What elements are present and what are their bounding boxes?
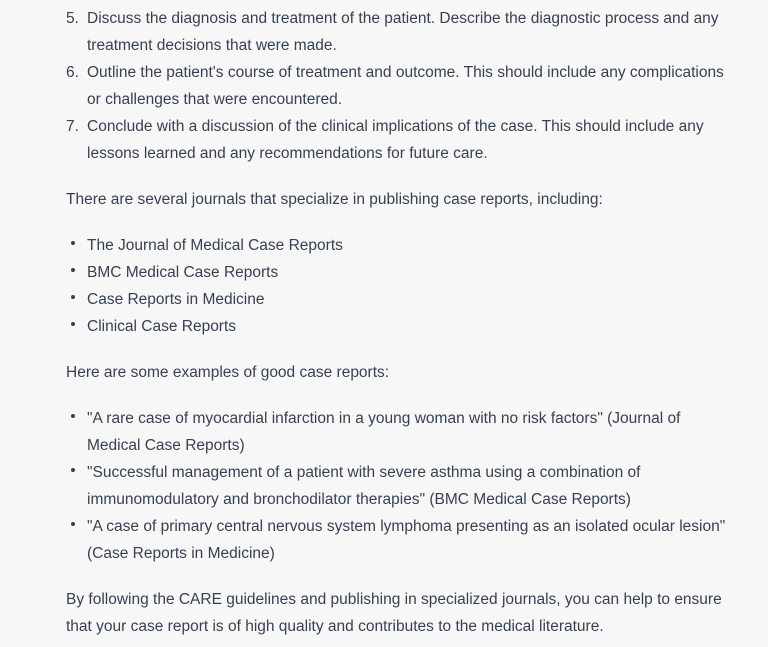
step-number: 6. — [66, 64, 79, 81]
journal-item — [66, 313, 726, 340]
journal-name: Case Reports in Medicine — [87, 291, 265, 308]
journal-name: The Journal of Medical Case Reports — [87, 237, 343, 254]
bullet-icon — [71, 295, 75, 299]
bullet-icon — [71, 268, 75, 272]
bullet-icon — [71, 322, 75, 326]
examples-list — [66, 405, 726, 567]
step-item — [66, 5, 726, 59]
bullet-icon — [71, 241, 75, 245]
journal-name: Clinical Case Reports — [87, 318, 237, 335]
step-text: Conclude with a discussion of the clinical implications of the case. This should include any lessons learned and any recommendations for future care. — [87, 118, 704, 162]
bullet-icon — [71, 468, 75, 472]
journal-name: BMC Medical Case Reports — [87, 264, 279, 281]
journal-item — [66, 259, 726, 286]
journals-list — [66, 232, 726, 340]
bullet-icon — [71, 522, 75, 526]
step-item — [66, 113, 726, 167]
step-number: 7. — [66, 118, 79, 135]
assistant-message — [66, 5, 726, 640]
example-text: "Successful management of a patient with severe asthma using a combination of immunomodulatory and bronchodilator therapies" (BMC Medical Case Reports) — [87, 464, 641, 508]
example-item — [66, 513, 726, 567]
example-item — [66, 459, 726, 513]
example-item — [66, 405, 726, 459]
journal-item — [66, 286, 726, 313]
bullet-icon — [71, 414, 75, 418]
journal-item — [66, 232, 726, 259]
examples-intro: Here are some examples of good case reports: — [66, 364, 390, 381]
step-item — [66, 59, 726, 113]
example-text: "A case of primary central nervous system lymphoma presenting as an isolated ocular lesion" (Case Reports in Medicine) — [87, 518, 726, 562]
steps-list — [66, 5, 726, 167]
journals-intro: There are several journals that specialize in publishing case reports, including: — [66, 191, 603, 208]
step-text: Discuss the diagnosis and treatment of the patient. Describe the diagnostic process and any treatment decisions that were made. — [87, 10, 719, 54]
step-number: 5. — [66, 10, 79, 27]
conclusion-paragraph: By following the CARE guidelines and publishing in specialized journals, you can help to ensure that your case report is of high quality and contributes to the medical literature. — [66, 591, 722, 635]
step-text: Outline the patient's course of treatment and outcome. This should include any complications or challenges that were encountered. — [87, 64, 724, 108]
example-text: "A rare case of myocardial infarction in a young woman with no risk factors" (Journal of Medical Case Reports) — [87, 410, 681, 454]
